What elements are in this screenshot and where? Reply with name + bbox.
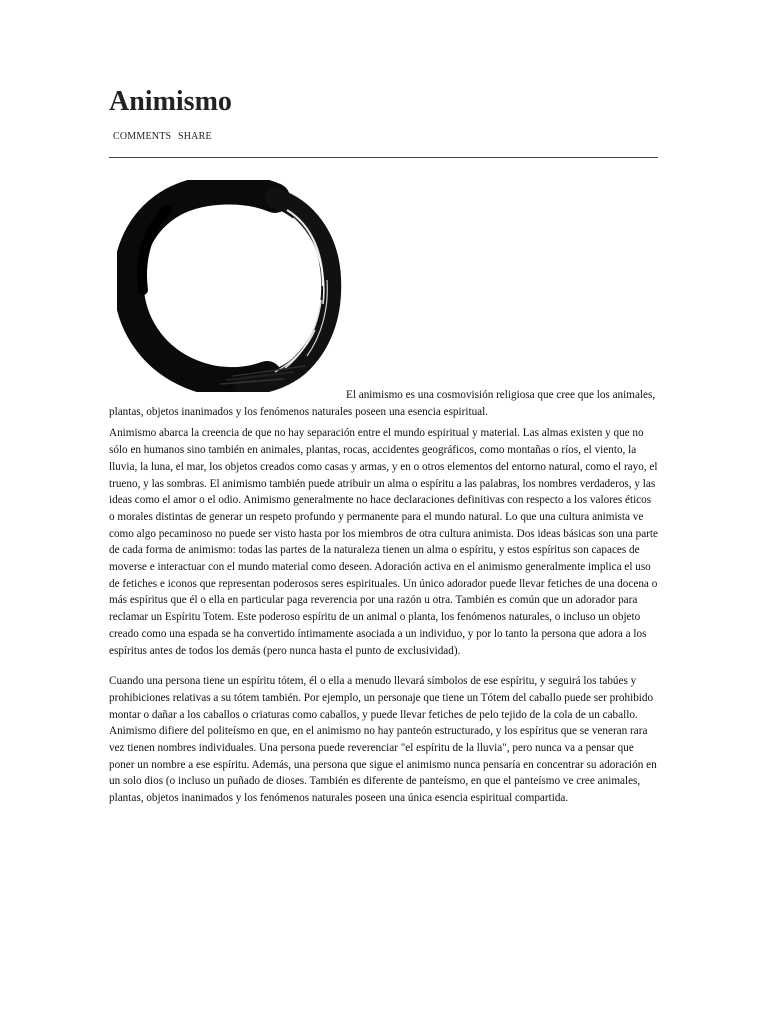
- paragraph: Animismo abarca la creencia de que no hay separación entre el mundo espiritual y material. Las almas existen y que no sólo en humanos sino también en animales, plantas, rocas, accidentes geográficos, como montañas o ríos, el viento, la lluvia, la luna, el mar, los objetos creados como casas y armas, y en o otros elementos del entorno natural, como el rayo, el trueno, y las sombras. El animismo también puede atribuir un alma o espíritu a las palabras, los nombres verdaderos, y las ideas como el amor o el odio. Animismo generalmente no hace declaraciones definitivas con respecto a los valores éticos o morales distintas de generar un respeto profundo y permanente para el mundo natural. Lo que una cultura animista ve como algo pecaminoso no puede ser visto hasta por los miembros de otra cultura animista. Dos ideas básicas son una parte de cada forma de animismo: todas las partes de la naturaleza tienen un alma o espíritu, y estos espíritus son capaces de moverse e interactuar con el mundo material como deseen. Adoración activa en el animismo generalmente implica el uso de fetiches e iconos que representan poderosos seres espirituales. Un único adorador puede llevar fetiches de una docena o más espíritus que él o ella en particular paga reverencia por una razón u otra. También es común que un adorador para reclamar un Espíritu Totem. Este poderoso espíritu de un animal o planta, los fenómenos naturales, o incluso un objeto creado como una espada se ha convertido íntimamente asociada a un individuo, y por lo tanto la persona que adora a los espíritus antes de todos los demás (pero nunca hasta el punto de exclusividad).: [109, 427, 658, 657]
- header-divider: [109, 157, 658, 158]
- page-title: Animismo: [109, 86, 232, 117]
- share-link[interactable]: SHARE: [177, 131, 212, 142]
- paragraph: Cuando una persona tiene un espíritu tótem, él o ella a menudo llevará símbolos de ese espíritu, y seguirá los tabúes y prohibiciones relativas a su tótem también. Por ejemplo, un personaje que tiene un Tótem del caballo puede ser prohibido montar o dañar a los caballos o criaturas como caballos, y puede llevar fetiches de pelo tejido de la cola de un caballo. Animismo difiere del politeísmo en que, en el animismo no hay panteón estructurado, y los espíritus que se veneran rara vez tienen nombres individuales. Una persona puede reverenciar "el espíritu de la lluvia", pero nunca va a pensar que poner un nombre a ese espíritu. Además, una persona que sigue el animismo nunca pensaría en concentrar su adoración en un solo dios (o incluso un puñado de dioses. También es diferente de panteísmo, en que el panteísmo ve cree animales, plantas, objetos inanimados y los fenómenos naturales poseen una única esencia espiritual compartida.: [109, 675, 657, 805]
- article-body: [109, 387, 658, 807]
- paragraph-intro: El animismo es una cosmovisión religiosa que cree que los animales, plantas, objetos inanimados y los fenómenos naturales poseen una esencia espiritual.: [109, 389, 656, 418]
- comments-link[interactable]: COMMENTS: [113, 131, 172, 142]
- enso-circle-icon: [117, 180, 349, 392]
- article-meta: [113, 131, 216, 142]
